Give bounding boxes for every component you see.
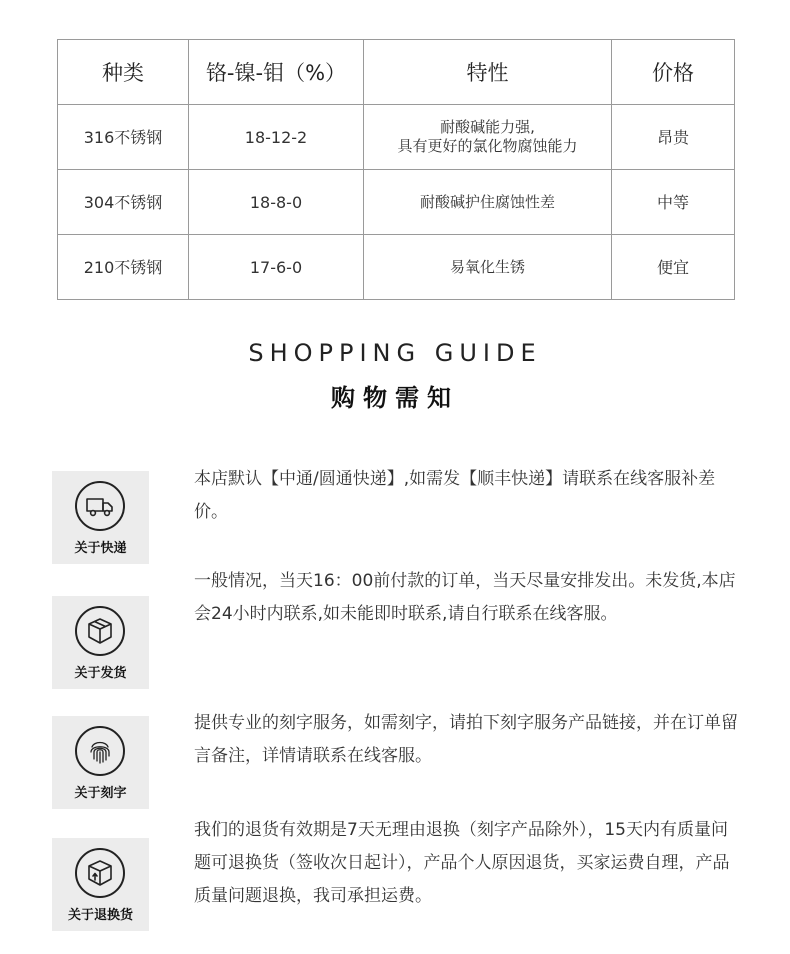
shipping-tile: [52, 471, 149, 564]
guide-title-en: SHOPPING GUIDE: [248, 339, 542, 367]
cell-ratio: 18-12-2: [189, 105, 364, 170]
cell-price: 昂贵: [612, 105, 735, 170]
table-row: [58, 170, 735, 235]
engraving-label: 关于刻字: [74, 786, 127, 801]
header-type: 种类: [58, 40, 189, 105]
cell-price: 中等: [612, 170, 735, 235]
cell-type: 210不锈钢: [58, 235, 189, 300]
cell-ratio: 17-6-0: [189, 235, 364, 300]
shipping-text: 本店默认【中通/圆通快递】,如需发【顺丰快递】请联系在线客服补差价。: [194, 469, 716, 522]
steel-spec-table: [57, 39, 735, 300]
returns-text: 我们的退货有效期是7天无理由退换（刻字产品除外），15天内有质量问题可退换货（签收次日起计），产品个人原因退货，买家运费自理，产品质量问题退换，我司承担运费。: [194, 820, 730, 906]
dispatch-tile: [52, 596, 149, 689]
return-box-icon: [75, 848, 125, 898]
table-header-row: [58, 40, 735, 105]
engraving-tile: [52, 716, 149, 809]
cell-type: 304不锈钢: [58, 170, 189, 235]
header-price: 价格: [612, 40, 735, 105]
header-ratio: 铬-镍-钼（%）: [189, 40, 364, 105]
cell-ratio: 18-8-0: [189, 170, 364, 235]
returns-label: 关于退换货: [67, 908, 133, 923]
truck-icon: [75, 481, 125, 531]
dispatch-label: 关于发货: [74, 666, 127, 681]
table-row: [58, 235, 735, 300]
header-feature: 特性: [364, 40, 612, 105]
returns-tile: [52, 838, 149, 931]
guide-title-cn: 购物需知: [331, 384, 459, 412]
cell-feature: 耐酸碱能力强, 具有更好的氯化物腐蚀能力: [364, 105, 612, 170]
cell-feature: 易氧化生锈: [364, 235, 612, 300]
engraving-text: 提供专业的刻字服务，如需刻字，请拍下刻字服务产品链接，并在订单留言备注，详情请联系在线客服。: [194, 713, 738, 766]
cell-type: 316不锈钢: [58, 105, 189, 170]
fingerprint-icon: [75, 726, 125, 776]
cell-price: 便宜: [612, 235, 735, 300]
table-row: [58, 105, 735, 170]
dispatch-text: 一般情况，当天16：00前付款的订单，当天尽量安排发出。未发货,本店会24小时内联系,如未能即时联系,请自行联系在线客服。: [194, 571, 736, 624]
cell-feature: 耐酸碱护住腐蚀性差: [364, 170, 612, 235]
shipping-label: 关于快递: [74, 541, 127, 556]
package-icon: [75, 606, 125, 656]
